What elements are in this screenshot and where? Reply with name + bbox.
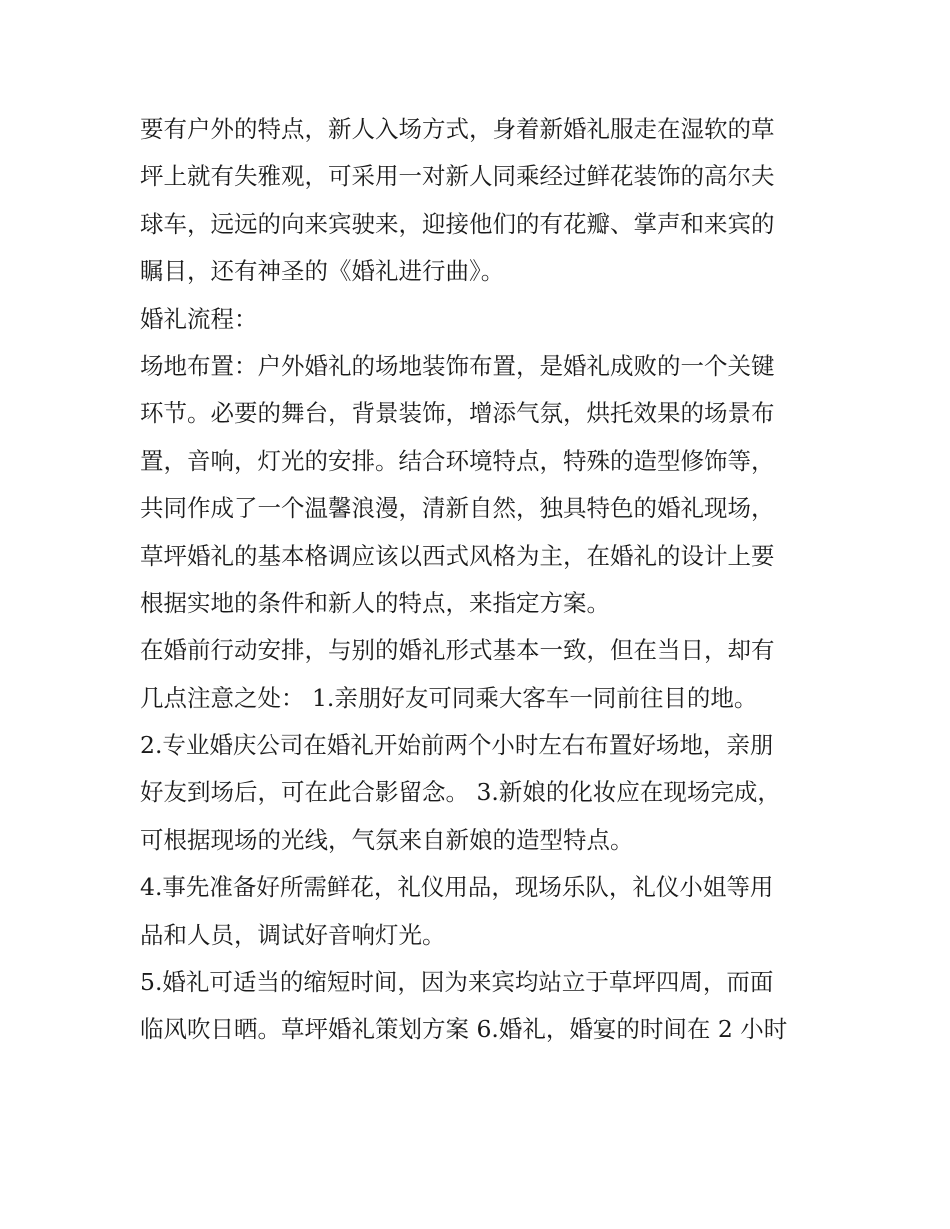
- text-line: 2.专业婚庆公司在婚礼开始前两个小时左右布置好场地，亲朋: [140, 731, 774, 760]
- text-line: 在婚前行动安排，与别的婚礼形式基本一致，但在当日，却有: [140, 636, 775, 665]
- text-line: 好友到场后，可在此合影留念。 3.新娘的化妆应在现场完成，: [140, 778, 781, 807]
- text-line: 根据实地的条件和新人的特点，来指定方案。: [140, 588, 610, 617]
- text-line: 4.事先准备好所需鲜花，礼仪用品，现场乐队，礼仪小姐等用: [140, 873, 774, 902]
- document-body: [140, 106, 840, 1054]
- text-line: 共同作成了一个温馨浪漫，清新自然，独具特色的婚礼现场，: [140, 494, 775, 523]
- text-line: 品和人员，调试好音响灯光。: [140, 920, 446, 949]
- section-heading: 婚礼流程：: [140, 304, 258, 333]
- text-line: 场地布置：户外婚礼的场地装饰布置，是婚礼成败的一个关键: [140, 351, 775, 380]
- text-line: 草坪婚礼的基本格调应该以西式风格为主，在婚礼的设计上要: [140, 541, 775, 570]
- text-line: 要有户外的特点，新人入场方式，身着新婚礼服走在湿软的草: [140, 115, 775, 143]
- text-line: 5.婚礼可适当的缩短时间，因为来宾均站立于草坪四周，而面: [140, 968, 774, 997]
- text-line: 球车，远远的向来宾驶来，迎接他们的有花瓣、掌声和来宾的: [140, 209, 775, 238]
- text-line: 临风吹日晒。草坪婚礼策划方案 6.婚礼，婚宴的时间在 2 小时: [140, 1015, 788, 1044]
- text-line: 坪上就有失雅观，可采用一对新人同乘经过鲜花装饰的高尔夫: [140, 162, 775, 191]
- text-line: 可根据现场的光线，气氛来自新娘的造型特点。: [140, 825, 634, 854]
- text-line: 环节。必要的舞台，背景装饰，增添气氛，烘托效果的场景布: [140, 399, 775, 428]
- text-line: 置，音响，灯光的安排。结合环境特点，特殊的造型修饰等，: [140, 446, 775, 475]
- text-line: 瞩目，还有神圣的《婚礼进行曲》。: [140, 257, 505, 286]
- text-line: 几点注意之处： 1.亲朋好友可同乘大客车一同前往目的地。: [140, 683, 758, 712]
